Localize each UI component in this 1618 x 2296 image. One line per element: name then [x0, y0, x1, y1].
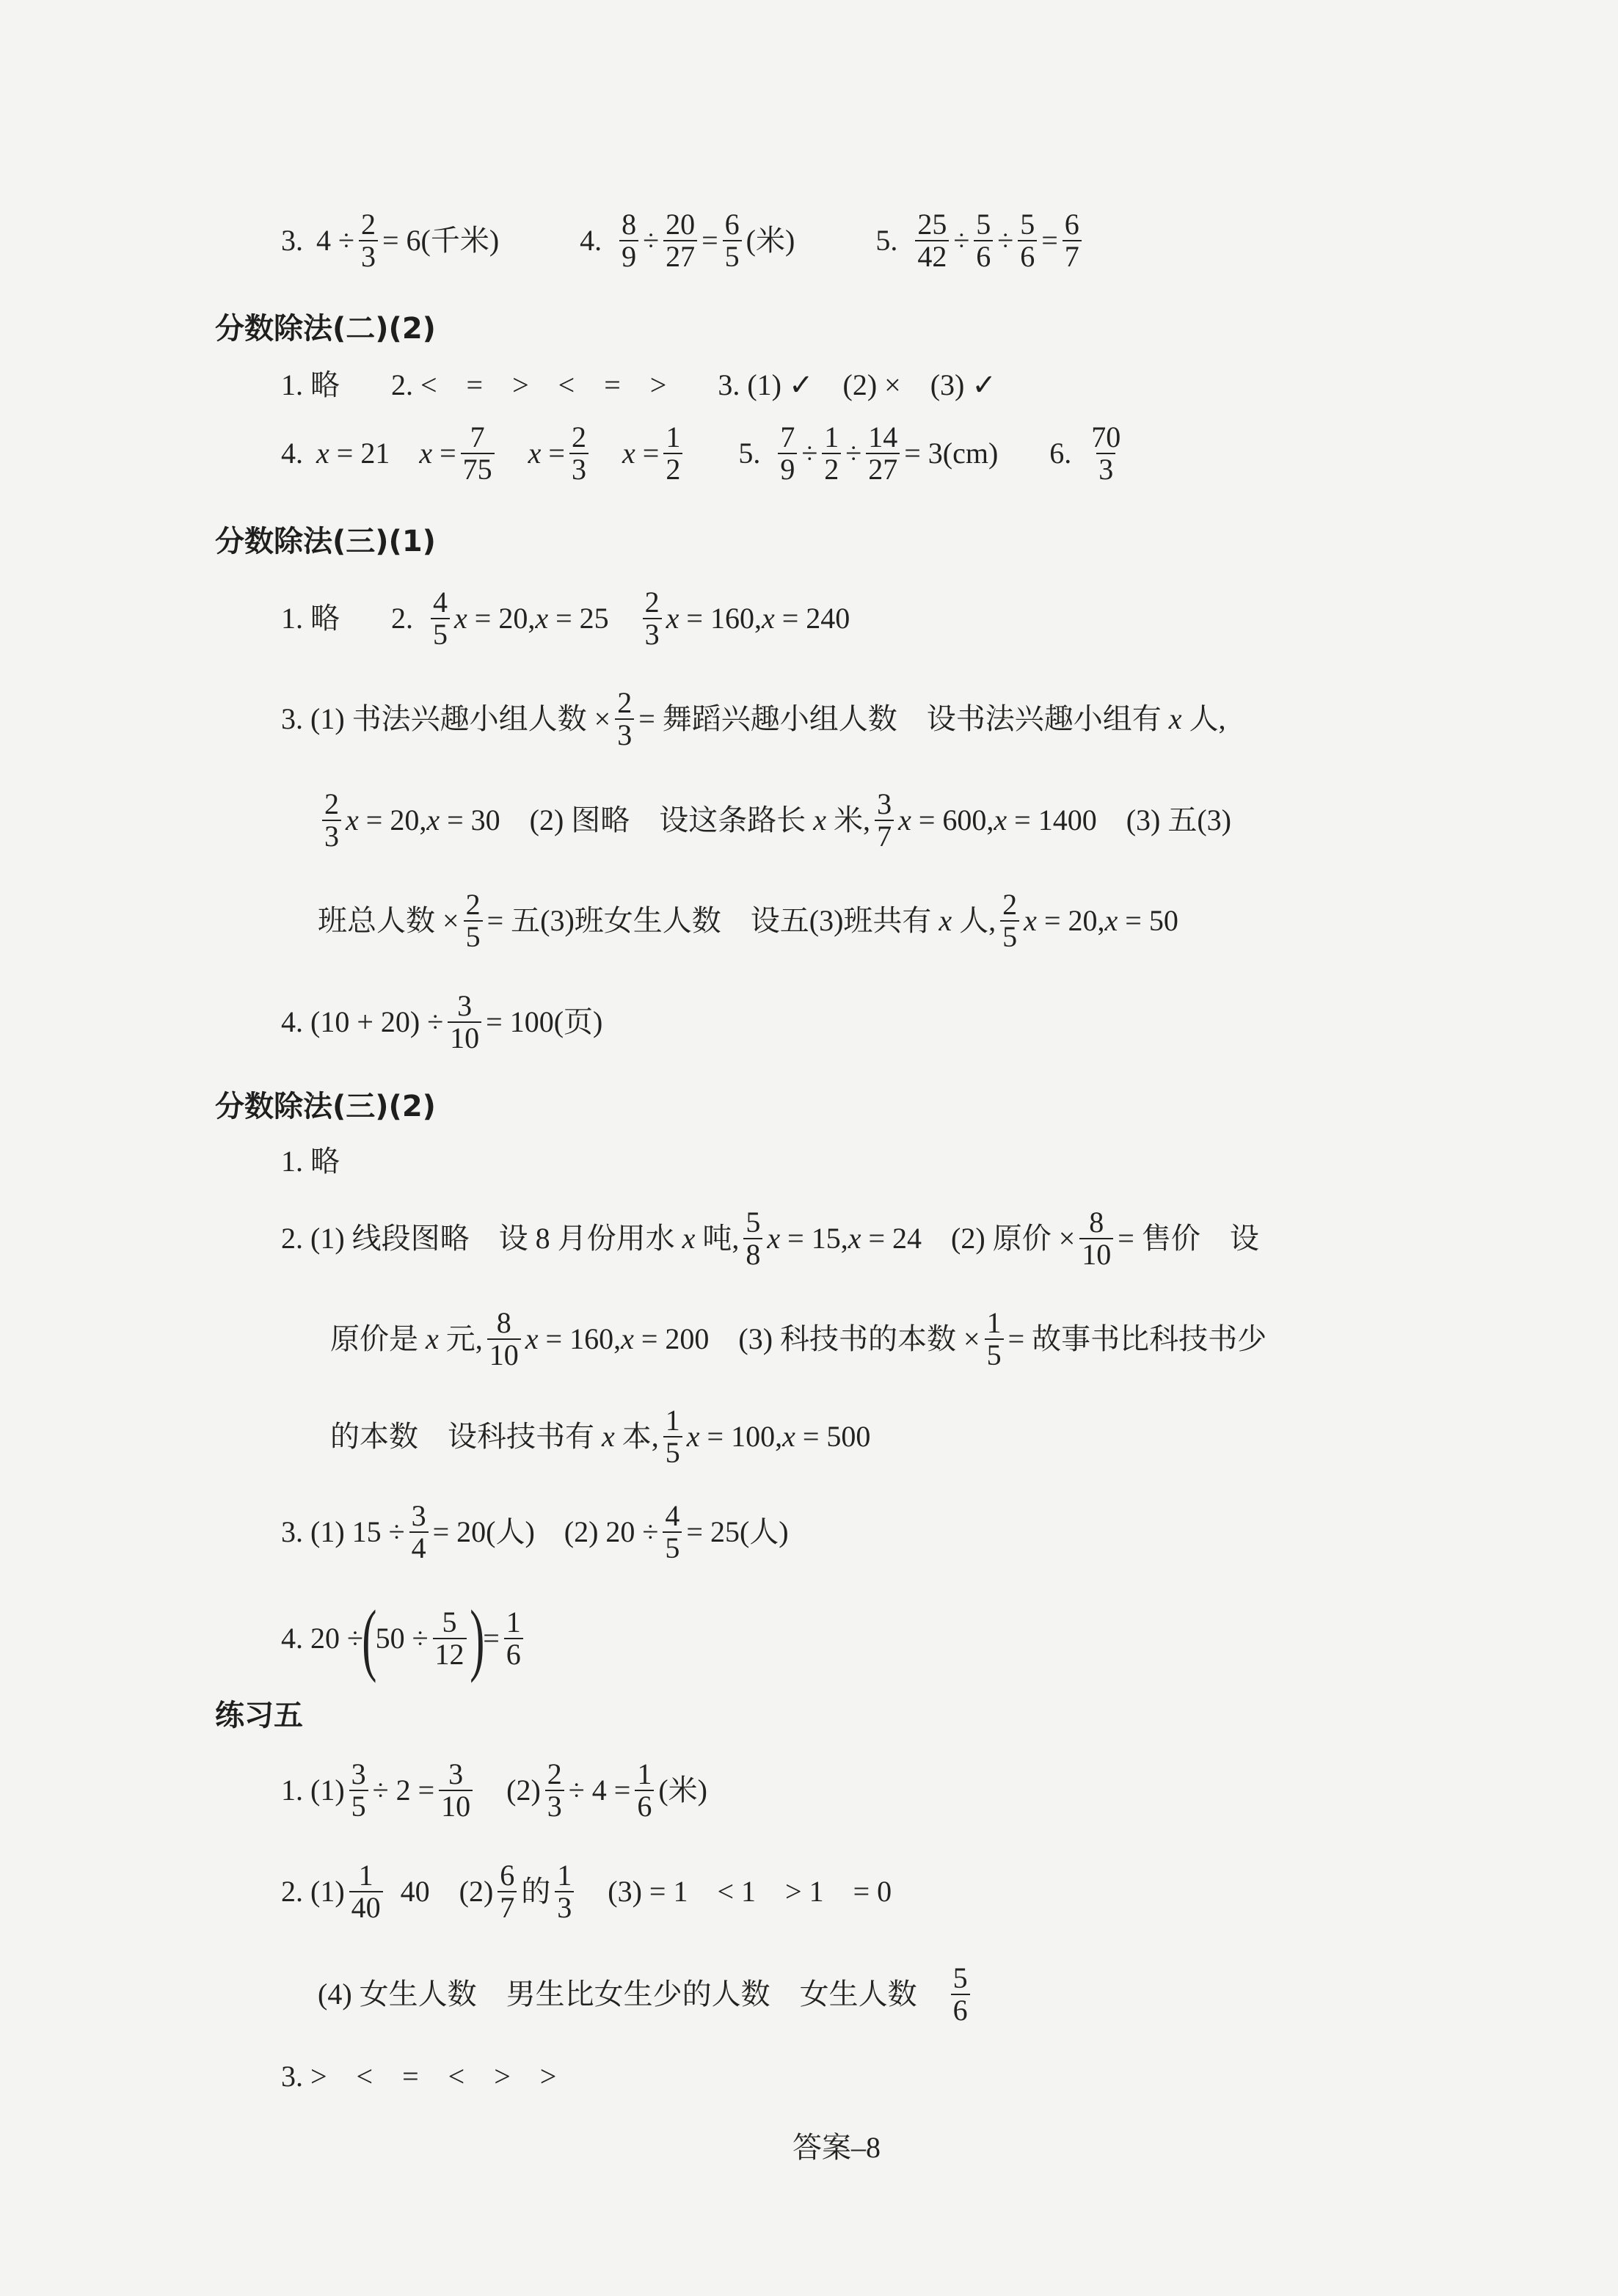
fraction: $\frac{2}{3}$ [545, 1759, 564, 1821]
answer-line: 原价是 x 元, $\frac{8}{10}$ x = 160, x = 200 (3) 科技书的本数 × $\frac{1}{5}$ = 故事书比科技书少 [330, 1306, 1267, 1371]
fraction: $\frac{2}{3}$ [359, 209, 378, 271]
fraction: $\frac{70}{3}$ [1091, 420, 1121, 486]
expression-text: = 6(千米) [382, 223, 500, 257]
answer-line: 的本数 设科技书有 x 本, $\frac{1}{5}$ x = 100, x = 500 [330, 1404, 871, 1469]
answer-line: (4) 女生人数 男生比女生少的人数 女生人数 $\frac{5}{6}$ [318, 1963, 974, 2025]
answer-line: 4. (10 + 20) ÷ $\frac{3}{10}$ = 100(页) [281, 989, 603, 1054]
answer-line: 3. > < = < > > [281, 2060, 557, 2093]
fraction: $\frac{14}{27}$ [866, 422, 900, 484]
fraction: $\frac{1}{6}$ [635, 1759, 654, 1821]
fraction: $\frac{5}{12}$ [433, 1607, 467, 1669]
fraction: $\frac{6}{7}$ [498, 1860, 517, 1923]
fraction: $\frac{2}{3}$ [615, 688, 634, 750]
fraction: $\frac{5}{6}$ [974, 209, 993, 271]
fraction: $\frac{8}{10}$ [1079, 1207, 1113, 1269]
fraction: $\frac{5}{6}$ [951, 1963, 970, 2025]
question-number: 3. [281, 223, 303, 257]
answer-line: 2. (1) $\frac{1}{40}$ 40 (2) $\frac{6}{7}$ 的 $\frac{1}{3}$ (3) = 1 < 1 > 1 = 0 [281, 1859, 892, 1924]
fraction: $\frac{7}{75}$ [461, 422, 495, 484]
answer-line: 3. 4 ÷ $\frac{2}{3}$ = 6(千米) 4. $\frac{8}{9}$ ÷ $\frac{20}{27}$ = $\frac{6}{5}$ (米) 5. $\frac{25}{42}$ ÷ $\frac{5}{6}$ ÷ $\frac{5}{6}$ = $\frac{6}{7}$ [281, 209, 1086, 271]
fraction: $\frac{8}{10}$ [487, 1308, 521, 1370]
fraction: $\frac{6}{7}$ [1063, 209, 1082, 271]
answer-line: $\frac{2}{3}$ x = 20, x = 30 (2) 图略 设这条路长 x 米, $\frac{3}{7}$ x = 600, x = 1400 (3) 五(3) [318, 789, 1231, 851]
fraction: $\frac{8}{9}$ [619, 209, 638, 271]
section-title: 分数除法(三)(2) [215, 1090, 436, 1123]
fraction: $\frac{2}{5}$ [464, 889, 483, 952]
fraction: $\frac{1}{2}$ [822, 422, 841, 484]
fraction: $\frac{1}{40}$ [349, 1860, 383, 1923]
fraction: $\frac{2}{3}$ [569, 422, 588, 484]
answer-line: 1. 略 [281, 1145, 340, 1178]
fraction: $\frac{2}{3}$ [643, 587, 662, 649]
answer-line: 班总人数 × $\frac{2}{5}$ = 五(3)班女生人数 设五(3)班共有 x 人, $\frac{2}{5}$ x = 20, x = 50 [318, 888, 1178, 953]
fraction: $\frac{4}{5}$ [431, 587, 450, 649]
fraction: $\frac{3}{10}$ [448, 991, 481, 1053]
fraction: $\frac{3}{7}$ [875, 789, 894, 851]
fraction: $\frac{2}{5}$ [1000, 889, 1019, 952]
fraction: $\frac{1}{2}$ [663, 422, 682, 484]
answer-line: 1. 略 2. $\frac{4}{5}$ x = 20, x = 25 $\frac{2}{3}$ x = 160, x = 240 [281, 586, 850, 651]
fraction: $\frac{6}{5}$ [723, 209, 742, 271]
fraction: $\frac{3}{4}$ [409, 1501, 429, 1563]
answer-line: 3. (1) 15 ÷ $\frac{3}{4}$ = 20(人) (2) 20 ÷ $\frac{4}{5}$ = 25(人) [281, 1499, 789, 1564]
answer-line: 2. (1) 线段图略 设 8 月份用水 x 吨, $\frac{5}{8}$ x = 15, x = 24 (2) 原价 × $\frac{8}{10}$ = 售价 设 [281, 1206, 1259, 1271]
answer-line: 1. 略 2. < = > < = > 3. (1) ✓ (2) × (3) ✓ [281, 368, 996, 401]
fraction: $\frac{3}{10}$ [439, 1759, 473, 1821]
fraction: $\frac{1}{5}$ [985, 1308, 1004, 1370]
answer-line: 4. 20 ÷ ( 50 ÷ $\frac{5}{12}$ ) = $\frac{1}{6}$ [281, 1598, 528, 1679]
fraction: $\frac{5}{6}$ [1018, 209, 1037, 271]
answer-line: 4. x = 21 x = $\frac{7}{75}$ x = $\frac{2}{3}$ x = $\frac{1}{2}$ 5. $\frac{7}{9}$ ÷ $\frac{1}{2}$ ÷ $\frac{14}{27}$ = 3(cm) 6. $\frac{70}{3}$ [281, 422, 1127, 484]
section-title: 练习五 [215, 1699, 303, 1732]
fraction: $\frac{25}{42}$ [915, 209, 949, 271]
question-number: 5. [875, 223, 898, 257]
fraction: $\frac{1}{6}$ [504, 1607, 523, 1669]
fraction: $\frac{2}{3}$ [322, 789, 341, 851]
answer-line: 3. (1) 书法兴趣小组人数 × $\frac{2}{3}$ = 舞蹈兴趣小组人数 设书法兴趣小组有 x 人, [281, 686, 1226, 751]
fraction: $\frac{20}{27}$ [663, 209, 697, 271]
expression-text: 4 ÷ [316, 223, 354, 257]
section-title: 分数除法(二)(2) [215, 312, 436, 346]
fraction: $\frac{3}{5}$ [349, 1759, 368, 1821]
fraction: $\frac{5}{8}$ [743, 1207, 762, 1269]
right-paren: ) [469, 1594, 484, 1683]
fraction: $\frac{1}{3}$ [555, 1860, 574, 1923]
answer-line: 1. (1) $\frac{3}{5}$ ÷ 2 = $\frac{3}{10}$ (2) $\frac{2}{3}$ ÷ 4 = $\frac{1}{6}$ (米) [281, 1757, 707, 1823]
section-title: 分数除法(三)(1) [215, 525, 436, 558]
left-paren: ( [362, 1594, 377, 1683]
fraction: $\frac{1}{5}$ [663, 1405, 682, 1468]
question-number: 4. [580, 223, 602, 257]
page-footer: 答案–8 [792, 2131, 881, 2164]
fraction: $\frac{4}{5}$ [663, 1501, 682, 1563]
fraction: $\frac{7}{9}$ [778, 422, 797, 484]
